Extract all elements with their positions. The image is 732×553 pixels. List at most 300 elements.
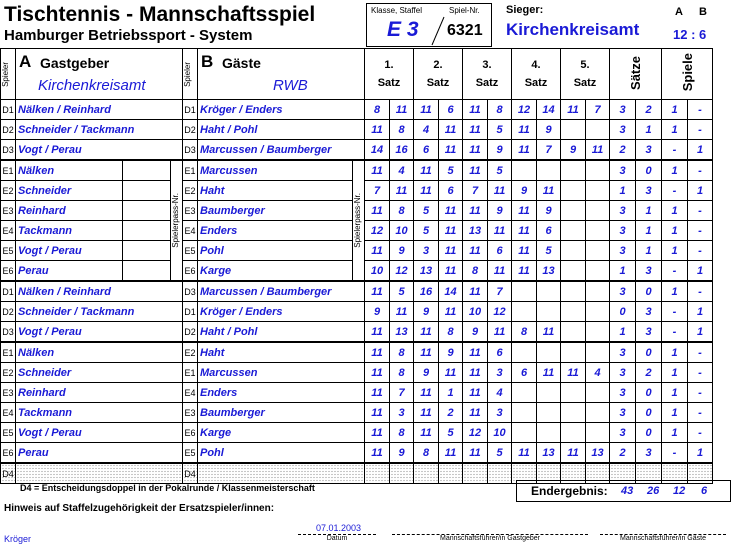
set-score-cell: 11 <box>414 342 439 363</box>
set-score-cell: 11 <box>463 383 488 403</box>
set-score-cell: 8 <box>512 322 537 343</box>
match-row <box>1 302 713 322</box>
saetze-a-cell: 3 <box>610 423 636 443</box>
player-b-name: Pohl <box>198 443 365 464</box>
match-row <box>1 423 713 443</box>
spiele-a-cell: 1 <box>662 160 688 181</box>
set-score-cell: 11 <box>390 100 414 120</box>
sieger-label: Sieger: <box>506 4 544 16</box>
spiele-a-cell: - <box>662 140 688 161</box>
saetze-a-cell: 2 <box>610 443 636 464</box>
set-score-cell <box>561 241 586 261</box>
player-b-role: E5 <box>183 241 198 261</box>
set-score-cell: 11 <box>463 443 488 464</box>
player-a-name: Vogt / Perau <box>16 140 183 161</box>
player-b-role: D3 <box>183 140 198 161</box>
spiele-a-cell: 1 <box>662 342 688 363</box>
set-score-cell <box>512 160 537 181</box>
saetze-a-cell: 1 <box>610 322 636 343</box>
set-score-cell: 4 <box>488 383 512 403</box>
set-score-cell: 3 <box>414 241 439 261</box>
satz-2-header: 2. Satz <box>414 49 463 100</box>
match-row <box>1 342 713 363</box>
player-b-name: Marcussen / Baumberger <box>198 281 365 302</box>
end-spiele-b: 6 <box>701 485 708 497</box>
set-score-cell: 11 <box>561 443 586 464</box>
set-score-cell: 5 <box>414 201 439 221</box>
player-b-role: E3 <box>183 201 198 221</box>
set-score-cell: 11 <box>463 342 488 363</box>
set-score-cell: 11 <box>488 221 512 241</box>
set-score-cell: 11 <box>439 140 463 161</box>
spiele-a-cell: 1 <box>662 281 688 302</box>
set-score-cell: 14 <box>537 100 561 120</box>
player-a-role: E4 <box>1 403 16 423</box>
endergebnis-label: Endergebnis: <box>531 484 608 498</box>
set-score-cell: 11 <box>463 160 488 181</box>
set-score-cell: 7 <box>488 281 512 302</box>
set-score-cell: 11 <box>365 342 390 363</box>
set-score-cell: 9 <box>439 342 463 363</box>
player-a-name: Schneider / Tackmann <box>16 120 183 140</box>
set-score-cell: 11 <box>365 423 390 443</box>
set-score-cell: 11 <box>463 403 488 423</box>
player-a-name: Reinhard <box>16 201 123 221</box>
player-b-name: Karge <box>198 423 365 443</box>
set-score-cell <box>561 120 586 140</box>
saetze-b-cell: 0 <box>636 281 662 302</box>
set-score-cell: 11 <box>365 443 390 464</box>
set-score-cell: 9 <box>512 181 537 201</box>
spiele-a-cell: 1 <box>662 363 688 383</box>
set-score-cell <box>463 463 488 484</box>
set-score-cell: 9 <box>488 201 512 221</box>
spiele-a-cell: 1 <box>662 221 688 241</box>
set-score-cell: 11 <box>365 383 390 403</box>
set-score-cell: 16 <box>414 281 439 302</box>
saetze-b-cell: 1 <box>636 221 662 241</box>
set-score-cell: 11 <box>512 201 537 221</box>
klasse-label: Klasse, Staffel <box>371 6 422 15</box>
player-b-role: D1 <box>183 100 198 120</box>
player-b-name: Marcussen <box>198 160 353 181</box>
set-score-cell: 13 <box>390 322 414 343</box>
date-value: 07.01.2003 <box>316 523 362 533</box>
score-b-label: B <box>699 6 707 18</box>
saetze-b-cell: 2 <box>636 100 662 120</box>
set-score-cell: 7 <box>463 181 488 201</box>
spiele-b-cell: - <box>688 241 713 261</box>
spiele-a-cell: 1 <box>662 120 688 140</box>
set-score-cell: 5 <box>414 221 439 241</box>
set-score-cell <box>561 221 586 241</box>
signature-gastgeber: Mannschaftsführer/in Gastgeber <box>392 534 588 542</box>
player-b-name: Haht / Pohl <box>198 322 365 343</box>
set-score-cell <box>561 281 586 302</box>
set-score-cell: 11 <box>488 322 512 343</box>
saetze-b-cell: 2 <box>636 363 662 383</box>
player-b-role: D3 <box>183 281 198 302</box>
satz-3-header: 3. Satz <box>463 49 512 100</box>
set-score-cell: 7 <box>365 181 390 201</box>
set-score-cell: 2 <box>439 403 463 423</box>
spiele-a-cell: 1 <box>662 100 688 120</box>
set-score-cell: 13 <box>414 261 439 282</box>
player-a-name: Schneider <box>16 363 183 383</box>
set-score-cell: 11 <box>537 181 561 201</box>
set-score-cell: 11 <box>463 281 488 302</box>
set-score-cell <box>512 342 537 363</box>
set-score-cell <box>561 302 586 322</box>
set-score-cell: 11 <box>512 261 537 282</box>
set-score-cell: 3 <box>488 363 512 383</box>
set-score-cell <box>414 463 439 484</box>
set-score-cell <box>586 221 610 241</box>
set-score-cell: 11 <box>390 302 414 322</box>
set-score-cell: 8 <box>439 322 463 343</box>
player-a-role: D3 <box>1 322 16 343</box>
set-score-cell: 6 <box>439 100 463 120</box>
player-b-name: Baumberger <box>198 403 365 423</box>
saetze-a-cell: 3 <box>610 363 636 383</box>
player-a-name: Nälken / Reinhard <box>16 100 183 120</box>
set-score-cell: 11 <box>439 221 463 241</box>
set-score-cell: 9 <box>463 322 488 343</box>
team-b-label: Gäste <box>222 55 261 71</box>
set-score-cell <box>561 403 586 423</box>
player-b-role: E6 <box>183 261 198 282</box>
set-score-cell: 9 <box>390 241 414 261</box>
klasse-box <box>366 3 492 47</box>
player-a-role: D1 <box>1 281 16 302</box>
player-a-name: Nälken <box>16 342 183 363</box>
set-score-cell: 11 <box>463 241 488 261</box>
page-subtitle: Hamburger Betriebssport - System <box>4 27 253 44</box>
set-score-cell: 3 <box>488 403 512 423</box>
set-score-cell: 5 <box>488 120 512 140</box>
spiele-b-cell: - <box>688 342 713 363</box>
player-a-name: Vogt / Perau <box>16 423 183 443</box>
set-score-cell: 8 <box>390 423 414 443</box>
saetze-b-cell: 0 <box>636 403 662 423</box>
set-score-cell <box>586 281 610 302</box>
spiele-b-cell: 1 <box>688 302 713 322</box>
set-score-cell <box>561 181 586 201</box>
spiele-a-cell: - <box>662 261 688 282</box>
set-score-cell: 4 <box>390 160 414 181</box>
satz-5-header: 5. Satz <box>561 49 610 100</box>
set-score-cell <box>439 463 463 484</box>
player-b-role: E3 <box>183 403 198 423</box>
spiele-a-cell: - <box>662 322 688 343</box>
set-score-cell: 11 <box>414 383 439 403</box>
set-score-cell <box>586 261 610 282</box>
player-a-role: D2 <box>1 302 16 322</box>
signer-name: Kröger <box>4 534 32 544</box>
set-score-cell: 5 <box>488 160 512 181</box>
player-a-role: D2 <box>1 120 16 140</box>
match-row <box>1 160 713 181</box>
player-b-name <box>198 463 365 484</box>
saetze-b-cell: 1 <box>636 241 662 261</box>
spiele-b-cell: - <box>688 383 713 403</box>
set-score-cell: 13 <box>537 261 561 282</box>
slash-divider <box>431 16 445 46</box>
pass-a-cell <box>123 221 171 241</box>
set-score-cell: 13 <box>586 443 610 464</box>
set-score-cell: 11 <box>439 443 463 464</box>
set-score-cell: 5 <box>537 241 561 261</box>
set-score-cell: 11 <box>439 363 463 383</box>
spiele-b-cell: - <box>688 423 713 443</box>
player-a-role: D3 <box>1 140 16 161</box>
set-score-cell: 9 <box>390 443 414 464</box>
saetze-b-cell: 1 <box>636 120 662 140</box>
end-saetze-a: 43 <box>621 485 634 497</box>
player-b-role: E5 <box>183 443 198 464</box>
set-score-cell: 11 <box>365 120 390 140</box>
team-a-name: Kirchenkreisamt <box>38 77 146 94</box>
player-a-role: E1 <box>1 160 16 181</box>
pass-a-cell <box>123 201 171 221</box>
set-score-cell: 8 <box>390 201 414 221</box>
set-score-cell: 9 <box>414 302 439 322</box>
set-score-cell <box>390 463 414 484</box>
player-b-name: Enders <box>198 383 365 403</box>
set-score-cell: 5 <box>439 423 463 443</box>
set-score-cell <box>537 342 561 363</box>
set-score-cell: 11 <box>463 363 488 383</box>
player-a-role: D4 <box>1 463 16 484</box>
spiele-b-cell: 1 <box>688 322 713 343</box>
set-score-cell: 11 <box>414 423 439 443</box>
set-score-cell <box>586 423 610 443</box>
final-score: 12 : 6 <box>673 27 707 42</box>
set-score-cell: 12 <box>512 100 537 120</box>
set-score-cell: 10 <box>463 302 488 322</box>
player-a-name: Tackmann <box>16 221 123 241</box>
spiele-b-cell: - <box>688 403 713 423</box>
set-score-cell: 6 <box>414 140 439 161</box>
player-a-role: E3 <box>1 383 16 403</box>
set-score-cell: 11 <box>537 322 561 343</box>
spiele-a-cell: - <box>662 443 688 464</box>
match-row <box>1 383 713 403</box>
player-b-name: Kröger / Enders <box>198 302 365 322</box>
player-a-name: Perau <box>16 443 183 464</box>
set-score-cell: 11 <box>439 302 463 322</box>
team-a-label: Gastgeber <box>40 55 110 71</box>
set-score-cell <box>537 302 561 322</box>
saetze-a-cell: 2 <box>610 140 636 161</box>
spiele-b-cell: - <box>688 120 713 140</box>
saetze-b-cell: 3 <box>636 322 662 343</box>
set-score-cell: 11 <box>439 241 463 261</box>
player-b-role: E2 <box>183 181 198 201</box>
saetze-b-cell: 3 <box>636 302 662 322</box>
set-score-cell: 8 <box>463 261 488 282</box>
spiele-a-cell: 1 <box>662 423 688 443</box>
player-b-name: Haht / Pohl <box>198 120 365 140</box>
spiel-nr-label: Spiel-Nr. <box>449 6 480 15</box>
spiele-b-cell: 1 <box>688 261 713 282</box>
saetze-a-cell: 1 <box>610 181 636 201</box>
set-score-cell: 11 <box>365 363 390 383</box>
team-a-letter: A <box>19 52 32 71</box>
signature-gaeste: Mannschaftsführer/in Gäste <box>600 534 726 542</box>
match-row <box>1 100 713 120</box>
page-title: Tischtennis - Mannschaftsspiel <box>4 3 316 26</box>
saetze-a-cell: 1 <box>610 261 636 282</box>
set-score-cell: 12 <box>365 221 390 241</box>
saetze-header: Sätze <box>610 49 662 100</box>
set-score-cell <box>586 201 610 221</box>
set-score-cell: 11 <box>439 261 463 282</box>
set-score-cell: 6 <box>439 181 463 201</box>
set-score-cell: 5 <box>488 443 512 464</box>
player-a-name: Tackmann <box>16 403 183 423</box>
set-score-cell: 8 <box>390 363 414 383</box>
satz-1-header: 1. Satz <box>365 49 414 100</box>
set-score-cell: 11 <box>365 201 390 221</box>
set-score-cell: 10 <box>390 221 414 241</box>
set-score-cell: 8 <box>390 120 414 140</box>
spiele-header: Spiele <box>662 49 713 100</box>
set-score-cell <box>561 201 586 221</box>
set-score-cell: 11 <box>439 120 463 140</box>
pass-label-a: Spielerpass-Nr. <box>171 160 183 281</box>
set-score-cell: 11 <box>463 140 488 161</box>
spieler-header-b: Spieler <box>183 49 198 100</box>
player-b-role: E4 <box>183 221 198 241</box>
set-score-cell <box>586 181 610 201</box>
set-score-cell: 4 <box>414 120 439 140</box>
spiele-a-cell: - <box>662 302 688 322</box>
set-score-cell: 10 <box>488 423 512 443</box>
saetze-b-cell: 0 <box>636 342 662 363</box>
set-score-cell: 11 <box>414 322 439 343</box>
set-score-cell: 11 <box>561 363 586 383</box>
set-score-cell: 5 <box>439 160 463 181</box>
set-score-cell: 12 <box>390 261 414 282</box>
set-score-cell: 11 <box>512 120 537 140</box>
set-score-cell: 13 <box>463 221 488 241</box>
set-score-cell: 11 <box>365 241 390 261</box>
set-score-cell: 11 <box>512 140 537 161</box>
spiele-a-cell: 1 <box>662 201 688 221</box>
set-score-cell: 11 <box>365 403 390 423</box>
saetze-b-cell: 0 <box>636 423 662 443</box>
set-score-cell: 6 <box>512 363 537 383</box>
spiele-b-cell: 1 <box>688 181 713 201</box>
set-score-cell: 11 <box>512 443 537 464</box>
player-b-role: E1 <box>183 363 198 383</box>
set-score-cell: 9 <box>537 201 561 221</box>
set-score-cell: 11 <box>414 100 439 120</box>
set-score-cell: 11 <box>561 100 586 120</box>
set-score-cell <box>586 322 610 343</box>
set-score-cell <box>561 160 586 181</box>
player-a-role: E4 <box>1 221 16 241</box>
set-score-cell <box>586 342 610 363</box>
match-row <box>1 363 713 383</box>
set-score-cell: 7 <box>390 383 414 403</box>
player-b-role: E4 <box>183 383 198 403</box>
set-score-cell <box>365 463 390 484</box>
set-score-cell <box>561 342 586 363</box>
set-score-cell: 8 <box>365 100 390 120</box>
team-a-header <box>16 49 183 100</box>
player-a-role: D1 <box>1 100 16 120</box>
match-row <box>1 322 713 343</box>
player-b-role: D2 <box>183 322 198 343</box>
spiele-a-cell: 1 <box>662 403 688 423</box>
player-a-name: Vogt / Perau <box>16 322 183 343</box>
satz-4-header: 4. Satz <box>512 49 561 100</box>
player-b-name: Marcussen <box>198 363 365 383</box>
set-score-cell <box>512 383 537 403</box>
set-score-cell: 11 <box>488 261 512 282</box>
player-b-name: Haht <box>198 342 365 363</box>
set-score-cell <box>586 241 610 261</box>
set-score-cell: 11 <box>512 241 537 261</box>
set-score-cell <box>561 423 586 443</box>
player-b-role: D2 <box>183 120 198 140</box>
player-b-name: Kröger / Enders <box>198 100 365 120</box>
end-saetze-b: 26 <box>647 485 660 497</box>
hinweis-text: Hinweis auf Staffelzugehörigkeit der Ersatzspieler/innen: <box>4 503 275 514</box>
player-a-name: Reinhard <box>16 383 183 403</box>
saetze-b-cell: 1 <box>636 201 662 221</box>
saetze-a-cell: 3 <box>610 281 636 302</box>
set-score-cell: 14 <box>365 140 390 161</box>
player-b-name: Pohl <box>198 241 353 261</box>
set-score-cell: 11 <box>586 140 610 161</box>
set-score-cell <box>586 383 610 403</box>
player-a-role: E5 <box>1 423 16 443</box>
set-score-cell: 12 <box>463 423 488 443</box>
klasse-value: E 3 <box>387 18 419 41</box>
set-score-cell: 1 <box>439 383 463 403</box>
player-b-role: E1 <box>183 160 198 181</box>
set-score-cell: 11 <box>414 181 439 201</box>
set-score-cell: 14 <box>439 281 463 302</box>
set-score-cell: 7 <box>537 140 561 161</box>
set-score-cell: 9 <box>488 140 512 161</box>
match-row <box>1 120 713 140</box>
set-score-cell: 11 <box>463 100 488 120</box>
set-score-cell: 11 <box>463 120 488 140</box>
player-b-role: D1 <box>183 302 198 322</box>
team-b-header <box>198 49 365 100</box>
spiele-a-cell: 1 <box>662 383 688 403</box>
set-score-cell: 9 <box>537 120 561 140</box>
saetze-b-cell: 3 <box>636 140 662 161</box>
saetze-a-cell: 0 <box>610 302 636 322</box>
set-score-cell: 3 <box>390 403 414 423</box>
end-spiele-a: 12 <box>673 485 686 497</box>
saetze-b-cell: 3 <box>636 261 662 282</box>
player-b-role: D4 <box>183 463 198 484</box>
set-score-cell <box>512 302 537 322</box>
player-a-name: Nälken <box>16 160 123 181</box>
set-score-cell <box>561 322 586 343</box>
set-score-cell <box>512 403 537 423</box>
set-score-cell: 8 <box>390 342 414 363</box>
player-b-role: E2 <box>183 342 198 363</box>
player-a-role: E6 <box>1 443 16 464</box>
player-a-name <box>16 463 183 484</box>
